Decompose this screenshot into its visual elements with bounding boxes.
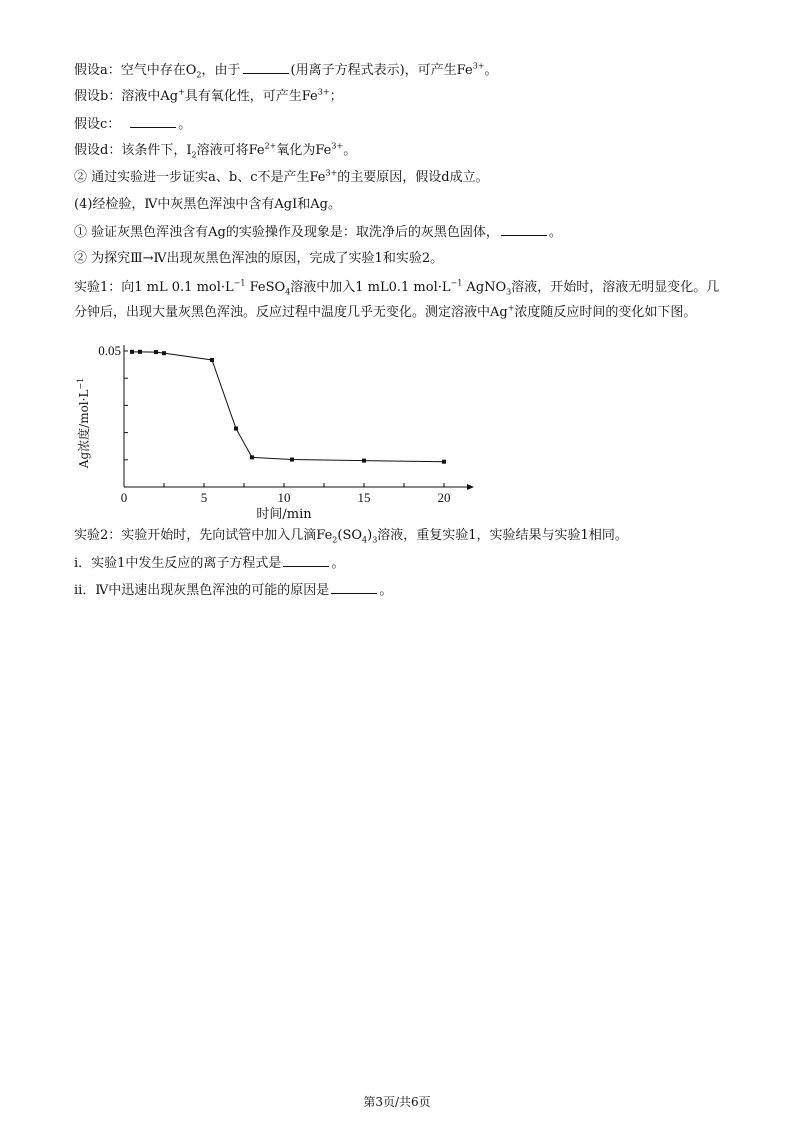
subquestion-1 — [74, 223, 562, 242]
answer-blank[interactable] — [283, 554, 329, 567]
text: 实验1：向1 mL 0.1 mol·L — [74, 280, 234, 295]
text: 假设a：空气中存在O — [74, 63, 197, 78]
series-line — [132, 352, 444, 462]
x-tick-label: 5 — [200, 490, 208, 505]
page-footer: 第3页/共6页 — [363, 1095, 431, 1109]
chart-axes — [124, 345, 474, 490]
y-axis-label: Ag浓度$/mol\cdot L^{-1}$ — [76, 377, 91, 469]
text: 。 — [484, 63, 498, 78]
subscript: 2 — [196, 70, 202, 80]
hypothesis-b — [74, 88, 343, 106]
data-point — [154, 350, 158, 354]
text: 实验2：实验开始时，先向试管中加入几滴Fe — [74, 528, 333, 543]
text: 溶液，开始时，溶液无明显变化。几 — [511, 280, 720, 295]
chart-ticks — [124, 351, 444, 487]
chart-points — [130, 350, 446, 464]
text: 假设d：该条件下，I — [74, 143, 192, 158]
text: 。 — [331, 556, 345, 571]
experiment-2 — [74, 527, 628, 545]
x-axis-arrow — [467, 484, 474, 490]
x-axis-label: 时间/min — [256, 507, 312, 522]
text: (用离子方程式表示)，可产生Fe — [290, 63, 473, 78]
text: 。 — [343, 143, 357, 158]
subscript: 4 — [362, 535, 368, 545]
question-i — [74, 554, 344, 573]
chart-series — [132, 352, 444, 462]
data-point — [362, 459, 366, 463]
text: 的主要原因，假设d成立。 — [337, 170, 489, 185]
experiment-1 — [74, 275, 724, 325]
data-point — [234, 427, 238, 431]
subquestion-2 — [74, 250, 443, 268]
text: 具有氧化性，可产生Fe — [184, 89, 318, 104]
text: 。 — [178, 117, 192, 132]
x-tick-label: 20 — [437, 490, 451, 505]
superscript: 3+ — [317, 87, 330, 97]
chart-labels — [76, 343, 451, 522]
text: 。 — [548, 225, 562, 240]
text: (4)经检验，Ⅳ中灰黑色浑浊中含有AgI和Ag。 — [74, 197, 341, 212]
data-point — [210, 358, 214, 362]
data-point — [138, 350, 142, 354]
text: AgNO — [462, 280, 507, 295]
x-tick-label: 15 — [357, 490, 371, 505]
data-point — [290, 458, 294, 462]
superscript: −1 — [233, 278, 246, 288]
question-ii — [74, 581, 392, 600]
y-tick-label: 0.05 — [98, 343, 121, 358]
text: 溶液中加入1 mL0.1 mol·L — [290, 280, 451, 295]
text: FeSO — [245, 280, 286, 295]
subscript: 4 — [285, 287, 291, 297]
ag-concentration-chart — [70, 334, 451, 524]
superscript: + — [507, 303, 515, 313]
hypothesis-d — [74, 142, 356, 160]
question-4 — [74, 196, 341, 214]
text: ，由于 — [201, 63, 241, 78]
verification-line — [74, 169, 489, 187]
superscript: 2+ — [264, 141, 277, 151]
text: ⅱ．Ⅳ中迅速出现灰黑色浑浊的可能的原因是 — [74, 583, 330, 598]
superscript: 3+ — [472, 61, 485, 71]
text: ① 验证灰黑色浑浊含有Ag的实验操作及现象是：取洗净后的灰黑色固体， — [74, 225, 499, 240]
text: ⅰ．实验1中发生反应的离子方程式是 — [74, 556, 282, 571]
text: 分钟后，出现大量灰黑色浑浊。反应过程中温度几乎无变化。测定溶液中Ag — [74, 305, 508, 320]
text: 溶液可将Fe — [196, 143, 265, 158]
text: 氧化为Fe — [276, 143, 332, 158]
text: 。 — [379, 583, 393, 598]
hypothesis-c — [74, 115, 191, 134]
text: ② 为探究Ⅲ→Ⅳ出现灰黑色浑浊的原因，完成了实验1和实验2。 — [74, 251, 444, 266]
x-tick-label: 10 — [277, 490, 291, 505]
data-point — [250, 455, 254, 459]
subscript: 2 — [191, 150, 197, 160]
subscript: 2 — [332, 535, 338, 545]
text: 假设c： — [74, 117, 121, 132]
text: 溶液，重复实验1，实验结果与实验1相同。 — [377, 528, 628, 543]
text: (SO — [337, 528, 363, 543]
text: 浓度随反应时间的变化如下图。 — [514, 305, 697, 320]
answer-blank[interactable] — [331, 581, 377, 594]
hypothesis-a — [74, 61, 498, 80]
answer-blank[interactable] — [501, 223, 547, 236]
subscript: 3 — [506, 287, 512, 297]
answer-blank[interactable] — [243, 61, 289, 74]
text: ； — [329, 89, 343, 104]
data-point — [442, 460, 446, 464]
superscript: + — [178, 87, 185, 97]
data-point — [162, 351, 166, 355]
data-point — [130, 350, 134, 354]
subscript: 3 — [372, 535, 378, 545]
text: ② 通过实验进一步证实a、b、c不是产生Fe — [74, 170, 326, 185]
superscript: 3+ — [325, 168, 338, 178]
text: ) — [367, 528, 373, 543]
answer-blank[interactable] — [130, 115, 176, 128]
superscript: −1 — [450, 278, 463, 288]
text: 假设b：溶液中Ag — [74, 89, 179, 104]
superscript: 3+ — [331, 141, 344, 151]
x-tick-label: 0 — [120, 490, 128, 505]
